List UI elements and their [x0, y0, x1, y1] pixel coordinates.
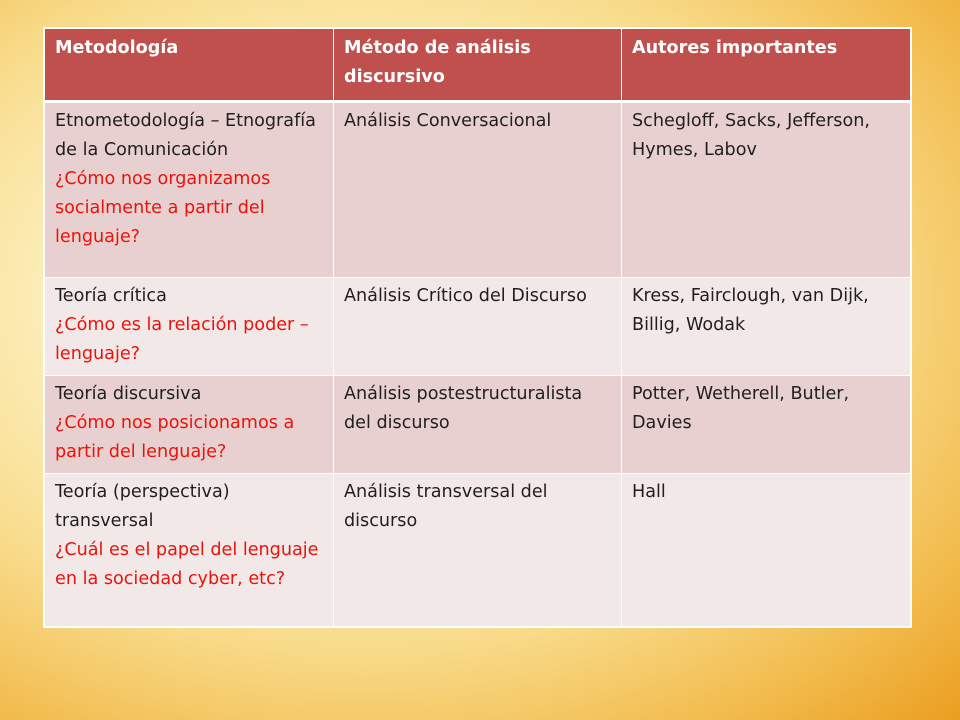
- methodology-question: ¿Cómo es la relación poder – lenguaje?: [55, 315, 309, 364]
- table-row: [45, 102, 911, 278]
- header-authors: Autores importantes: [622, 29, 911, 102]
- methodology-name: Teoría discursiva: [55, 384, 202, 404]
- methodology-cell: [45, 376, 334, 474]
- authors-cell: Hall: [622, 474, 911, 627]
- methodology-name: Teoría crítica: [55, 286, 167, 306]
- methodology-question: ¿Cuál es el papel del lenguaje en la sociedad cyber, etc?: [55, 540, 319, 589]
- table-header-row: [45, 29, 911, 102]
- table-row: [45, 278, 911, 376]
- authors-cell: Kress, Fairclough, van Dijk, Billig, Wodak: [622, 278, 911, 376]
- methodology-question: ¿Cómo nos organizamos socialmente a partir del lenguaje?: [55, 169, 271, 247]
- methodology-name: Teoría (perspectiva) transversal: [55, 482, 230, 531]
- methodology-table: [44, 28, 911, 627]
- authors-cell: Potter, Wetherell, Butler, Davies: [622, 376, 911, 474]
- analysis-method-cell: Análisis Conversacional: [334, 102, 622, 278]
- table-row: [45, 474, 911, 627]
- header-methodology: Metodología: [45, 29, 334, 102]
- authors-cell: Schegloff, Sacks, Jefferson, Hymes, Labov: [622, 102, 911, 278]
- methodology-question: ¿Cómo nos posicionamos a partir del lenguaje?: [55, 413, 295, 462]
- methodology-name: Etnometodología – Etnografía de la Comunicación: [55, 111, 316, 160]
- methodology-cell: [45, 278, 334, 376]
- methodology-cell: [45, 102, 334, 278]
- table-row: [45, 376, 911, 474]
- analysis-method-cell: Análisis postestructuralista del discurso: [334, 376, 622, 474]
- analysis-method-cell: Análisis Crítico del Discurso: [334, 278, 622, 376]
- methodology-cell: [45, 474, 334, 627]
- analysis-method-cell: Análisis transversal del discurso: [334, 474, 622, 627]
- header-analysis-method: Método de análisis discursivo: [334, 29, 622, 102]
